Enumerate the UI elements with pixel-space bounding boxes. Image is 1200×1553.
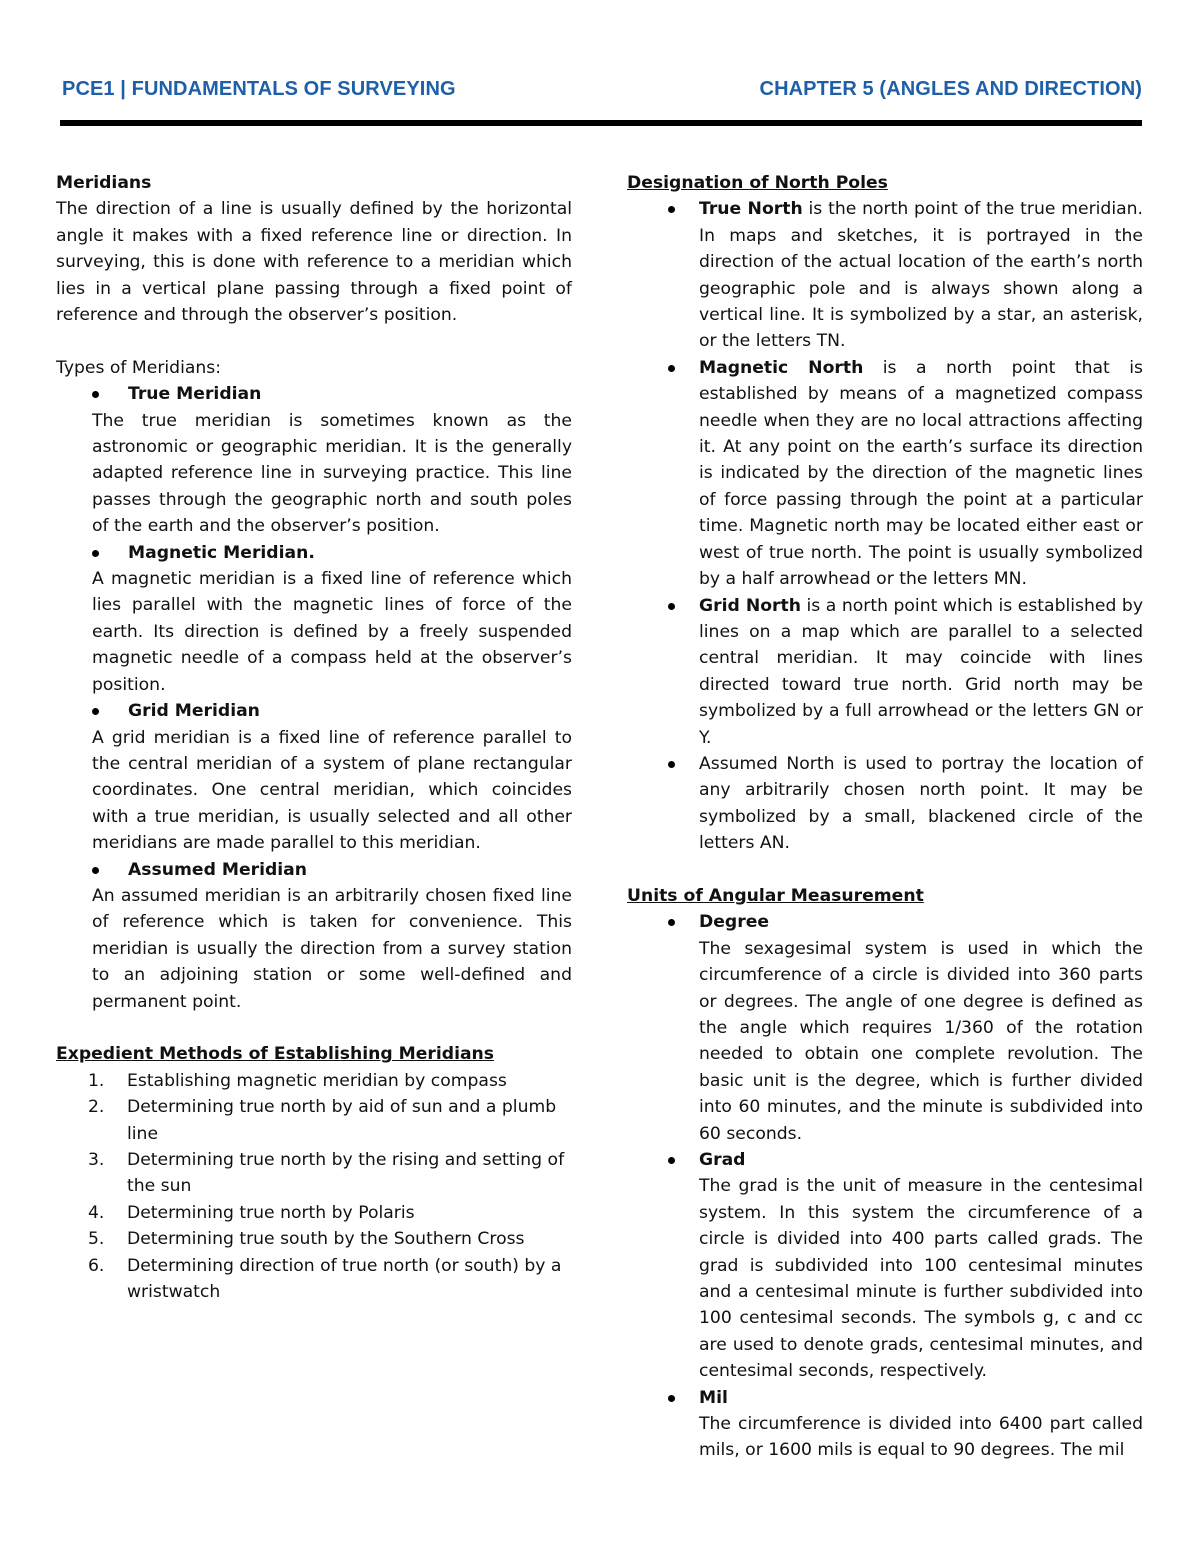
meridian-type-name: Grid Meridian [128,701,260,722]
unit-name: Grad [699,1150,746,1171]
unit-text: The sexagesimal system is used in which the circumference of a circle is divided into 360 parts or degrees. The angle of one degree is defined as the angle which requires 1/360 of the rotation needed to obtain one complete revolution. The basic unit is the degree, which is further divided into 60 minutes, and the minute is subdivided into 60 seconds. [699,938,1143,1144]
types-label: Types of Meridians: [56,357,222,378]
list-item: 1. Establishing magnetic meridian by compass [88,1070,507,1091]
bullet-icon [668,919,675,926]
bullet-icon [668,206,675,213]
list-item: Assumed North is used to portray the location of any arbitrarily chosen north point. It may be symbolized by a small, blackened circle of the letters AN. [627,751,1143,857]
list-item [92,857,572,883]
list-item: True North is the north point of the true meridian. In maps and sketches, it is portrayed in the direction of the actual location of the earth’s north geographic pole and is always shown along a vertical line. It is symbolized by a star, an asterisk, or the letters TN. [627,196,1143,354]
units-list [627,909,1143,1464]
bullet-icon [92,708,99,715]
meridian-type-text: An assumed meridian is an arbitrarily chosen fixed line of reference which is taken for convenience. This meridian is usually the direction from a survey station to an adjoining station or some well-defined and permanent point. [92,885,572,1012]
bullet-icon [668,365,675,372]
left-column [56,170,572,1305]
list-item [627,1147,1143,1385]
list-item: Grid North is a north point which is established by lines on a map which are parallel to a selected central meridian. It may coincide with lines directed toward true north. Grid north may be symbolized by a full arrowhead or the letters GN or Y. [627,593,1143,751]
meridian-types-list [56,381,572,1015]
unit-text: The grad is the unit of measure in the centesimal system. In this system the circumference of a circle is divided into 400 parts called grads. The grad is subdivided into 100 centesimal minutes and a centesimal minute is further subdivided into 100 centesimal seconds. The symbols g, c and cc are used to denote grads, centesimal minutes, and centesimal seconds, respectively. [699,1176,1143,1382]
chapter-title: CHAPTER 5 (ANGLES AND DIRECTION) [759,78,1142,100]
list-item: 2. Determining true north by aid of sun and a plumb line [88,1097,557,1144]
bullet-icon [92,391,99,398]
meridian-type-text: The true meridian is sometimes known as the astronomic or geographic meridian. It is the generally adapted reference line in surveying practice. This line passes through the geographic north and south poles of the earth and the observer’s position. [92,410,572,537]
unit-name: Degree [699,912,770,933]
north-poles-list [627,196,1143,856]
list-item [627,1385,1143,1464]
page-header [60,78,1142,106]
list-item: 4. Determining true north by Polaris [88,1202,415,1223]
meridian-type-text: A magnetic meridian is a fixed line of reference which lies parallel with the magnetic lines of force of the earth. Its direction is defined by a freely suspended magnetic needle of a compass held at the observer’s position. [92,569,572,695]
list-item [92,698,572,724]
bullet-icon [92,550,99,557]
methods-heading: Expedient Methods of Establishing Meridians [56,1044,495,1065]
course-title: PCE1 | FUNDAMENTALS OF SURVEYING [62,78,456,100]
list-item [92,540,572,566]
unit-name: Mil [699,1387,728,1408]
north-poles-heading: Designation of North Poles [627,173,888,193]
list-item [627,909,1143,1147]
unit-text: The circumference is divided into 6400 part called mils, or 1600 mils is equal to 90 degrees. The mil [699,1414,1143,1461]
list-item: 5. Determining true south by the Southern Cross [88,1229,525,1250]
meridian-type-text: A grid meridian is a fixed line of reference parallel to the central meridian of a system of plane rectangular coordinates. One central meridian, which coincides with a true meridian, is usually selected and all other meridians are made parallel to this meridian. [92,727,572,854]
list-item [92,381,572,407]
meridian-type-name: True Meridian [128,384,262,405]
right-column [627,170,1143,1464]
list-item: 6. Determining direction of true north (or south) by a wristwatch [88,1255,562,1303]
list-item: 3. Determining true north by the rising and setting of the sun [88,1150,565,1197]
units-heading: Units of Angular Measurement [627,885,924,906]
bullet-icon [668,1157,675,1164]
meridian-type-name: Magnetic Meridian. [128,542,315,563]
header-rule [60,120,1142,126]
bullet-icon [668,761,675,768]
methods-list [56,1068,572,1306]
bullet-icon [668,1395,675,1402]
list-item: Magnetic North is a north point that is established by means of a magnetized compass needle when they are no local attractions affecting it. At any point on the earth’s surface its direction is indicated by the direction of the magnetic lines of force passing through the point at a particular time. Magnetic north may be located either east or west of true north. The point is usually symbolized by a half arrowhead or the letters MN. [627,355,1143,593]
meridians-heading: Meridians [56,173,152,193]
meridian-type-name: Assumed Meridian [128,859,308,880]
bullet-icon [92,867,99,874]
meridians-intro: The direction of a line is usually defined by the horizontal angle it makes with a fixed reference line or direction. In surveying, this is done with reference to a meridian which lies in a vertical plane passing through a fixed point of reference and through the observer’s position. [56,199,572,326]
bullet-icon [668,603,675,610]
